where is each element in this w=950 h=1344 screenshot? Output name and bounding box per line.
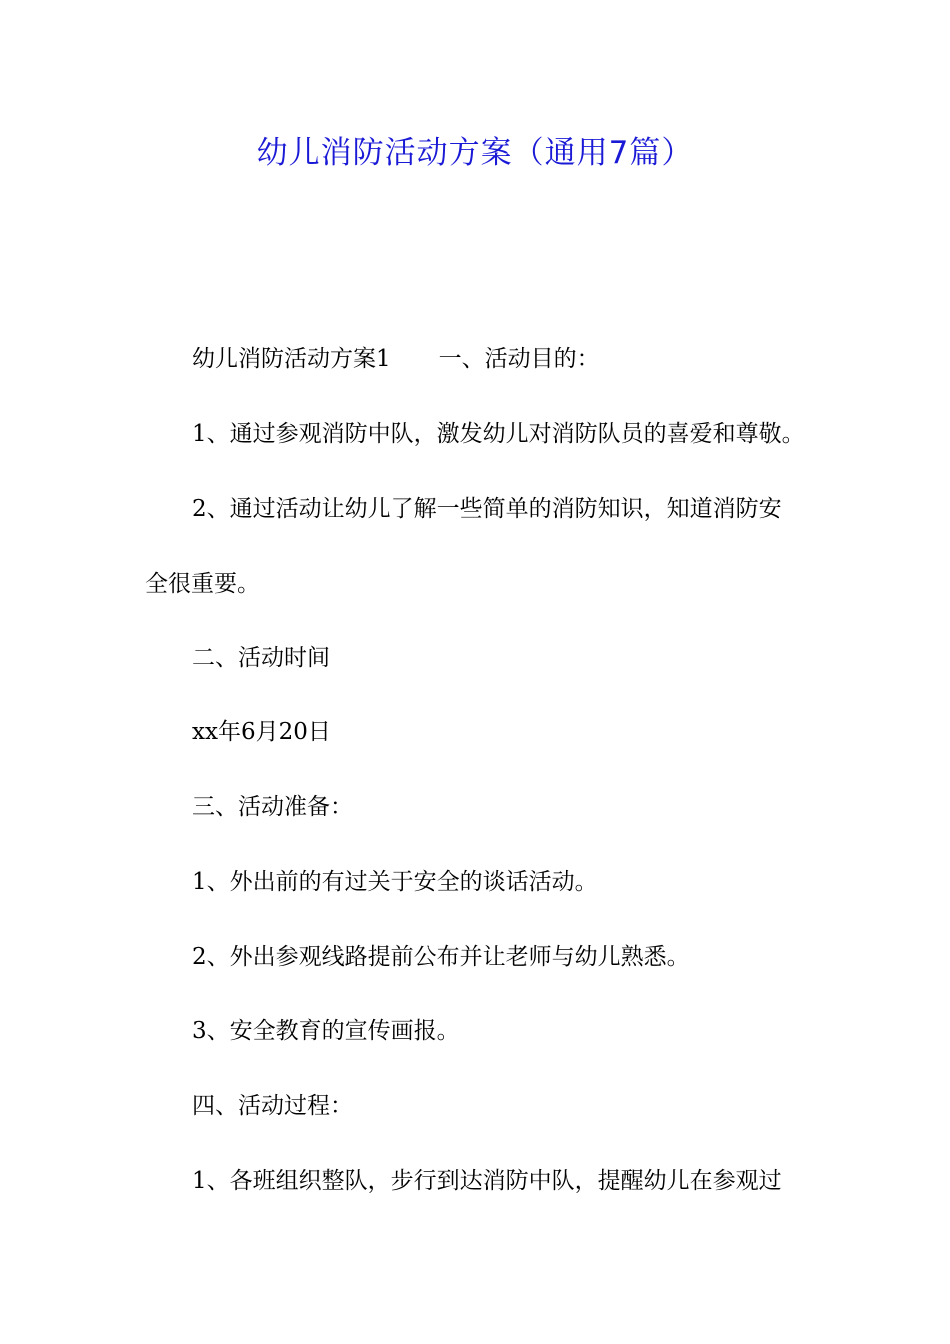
paragraph-process-1: 1、各班组织整队，步行到达消防中队，提醒幼儿在参观过 xyxy=(192,1168,782,1194)
document-title: 幼儿消防活动方案（通用7篇） xyxy=(256,135,694,171)
paragraph-purpose-2-line-2: 全很重要。 xyxy=(145,571,260,597)
paragraph-preparation-1: 1、外出前的有过关于安全的谈话活动。 xyxy=(192,869,598,895)
paragraph-plan-heading xyxy=(192,340,832,378)
paragraph-preparation-2: 2、外出参观线路提前公布并让老师与幼儿熟悉。 xyxy=(192,944,690,970)
paragraph-date: xx年6月20日 xyxy=(192,719,331,745)
paragraph-purpose-1: 1、通过参观消防中队，激发幼儿对消防队员的喜爱和尊敬。 xyxy=(192,421,805,447)
section-heading-time: 二、活动时间 xyxy=(192,645,330,671)
plan-number-label: 幼儿消防活动方案1 xyxy=(192,346,391,372)
section-heading-purpose: 一、活动目的： xyxy=(438,346,600,372)
paragraph-preparation-3: 3、安全教育的宣传画报。 xyxy=(192,1018,460,1044)
paragraph-purpose-2-line-1: 2、通过活动让幼儿了解一些简单的消防知识，知道消防安 xyxy=(192,496,782,522)
section-heading-process: 四、活动过程： xyxy=(192,1093,353,1119)
section-heading-preparation: 三、活动准备： xyxy=(192,794,353,820)
